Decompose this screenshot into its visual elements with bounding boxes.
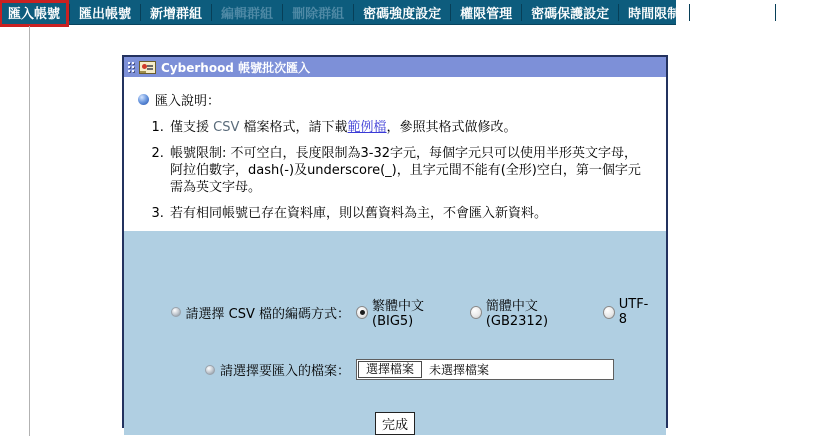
instruction-item-3: [168, 205, 648, 222]
menu-separator: [521, 4, 522, 21]
main-menu-bar: [0, 0, 811, 25]
radio-button-icon[interactable]: [603, 306, 615, 319]
radio-button-icon[interactable]: [356, 306, 368, 319]
menu-separator: [618, 4, 619, 21]
menu-item-label: 權限管理: [460, 6, 513, 22]
menu-item-label: 登入: [784, 6, 811, 22]
instruction-text: ，參照其格式做修改。: [386, 120, 517, 135]
done-button[interactable]: 完成: [375, 412, 415, 435]
menu-separator: [775, 4, 776, 21]
file-label: 請選擇要匯入的檔案：: [219, 364, 350, 379]
drag-handle-icon[interactable]: [127, 60, 136, 74]
instruction-text: 帳號限制: 不可空白，長度限制為3-32字元，每個字元只可以使用半形英文字母，阿拉伯數字，dash(-)及underscore(_)，且字元間不能有(全形)空白，第一個字元需為英文字母。: [170, 146, 641, 195]
radio-label: UTF-8: [618, 297, 649, 327]
menu-item-label: 匯出帳號: [79, 6, 132, 22]
instruction-text: 檔案格式，請下載: [239, 120, 348, 135]
menu-separator: [689, 4, 690, 21]
instruction-text: CSV: [213, 120, 240, 135]
menu-item-login-clipped[interactable]: [777, 0, 819, 24]
instruction-text: 僅支援: [170, 120, 214, 135]
instructions-heading: 匯入說明：: [155, 94, 221, 109]
file-select-row: [124, 359, 666, 380]
encoding-label-cell: [124, 303, 350, 322]
menu-separator: [353, 4, 354, 21]
menu-item-import-accounts[interactable]: [0, 0, 68, 24]
radio-option-gb2312[interactable]: [470, 295, 590, 329]
menu-item-label: 登入IP管理: [699, 6, 766, 22]
left-frame-divider: [29, 26, 30, 436]
encoding-row: [124, 295, 666, 329]
file-status-text: 未選擇檔案: [429, 363, 490, 377]
menu-item-label: 編輯群組: [221, 6, 274, 22]
file-input[interactable]: [356, 359, 614, 380]
radio-label: 簡體中文(GB2312): [485, 299, 549, 329]
instructions-heading-row: [138, 90, 648, 109]
menu-item-delete-group: [284, 0, 352, 24]
menu-separator: [69, 4, 70, 21]
menu-item-permission-management[interactable]: [452, 0, 520, 24]
menu-item-label: 刪除群組: [292, 6, 345, 22]
menu-item-edit-group: [213, 0, 281, 24]
menu-separator: [211, 4, 212, 21]
dialog-title: Cyberhood 帳號批次匯入: [161, 60, 311, 75]
gray-bullet-icon: [171, 307, 181, 317]
instruction-text: 若有相同帳號已存在資料庫，則以舊資料為主，不會匯入新資料。: [170, 206, 548, 221]
menu-item-label: 匯入帳號: [8, 6, 61, 22]
encoding-label: 請選擇 CSV 檔的編碼方式：: [185, 306, 350, 322]
choose-file-button[interactable]: 選擇檔案: [358, 361, 422, 378]
radio-option-utf8[interactable]: [603, 297, 653, 327]
menu-item-add-group[interactable]: [142, 0, 210, 24]
blue-bullet-icon: [138, 94, 149, 105]
batch-import-dialog: [122, 55, 668, 433]
file-label-cell: [124, 360, 350, 379]
sample-file-link[interactable]: 範例檔: [347, 120, 387, 135]
instruction-item-1: [168, 119, 648, 136]
menu-item-label: 密碼強度設定: [363, 6, 442, 22]
id-card-import-icon: [139, 61, 156, 74]
radio-option-big5[interactable]: [356, 295, 457, 329]
menu-separator: [282, 4, 283, 21]
submit-row: [124, 412, 666, 435]
menu-item-export-accounts[interactable]: [71, 0, 139, 24]
menu-item-password-strength[interactable]: [355, 0, 449, 24]
radio-button-icon[interactable]: [470, 306, 482, 319]
menu-separator: [140, 4, 141, 21]
menu-item-label: 新增群組: [150, 6, 203, 22]
menu-item-label: 時間限制: [628, 6, 681, 22]
instructions-list: [168, 119, 648, 222]
import-instructions-section: [124, 77, 666, 231]
menu-separator: [450, 4, 451, 21]
instruction-item-2: [168, 145, 648, 196]
encoding-radio-group: [356, 295, 666, 329]
menu-item-time-limit[interactable]: [620, 0, 688, 24]
menu-item-password-protection[interactable]: [523, 0, 617, 24]
gray-bullet-icon: [205, 365, 215, 375]
menu-item-label: 密碼保護設定: [531, 6, 610, 22]
import-form-section: [124, 231, 666, 435]
radio-label: 繁體中文(BIG5): [372, 299, 425, 329]
menu-item-login-ip-management[interactable]: [691, 0, 773, 24]
dialog-titlebar[interactable]: [124, 57, 666, 77]
